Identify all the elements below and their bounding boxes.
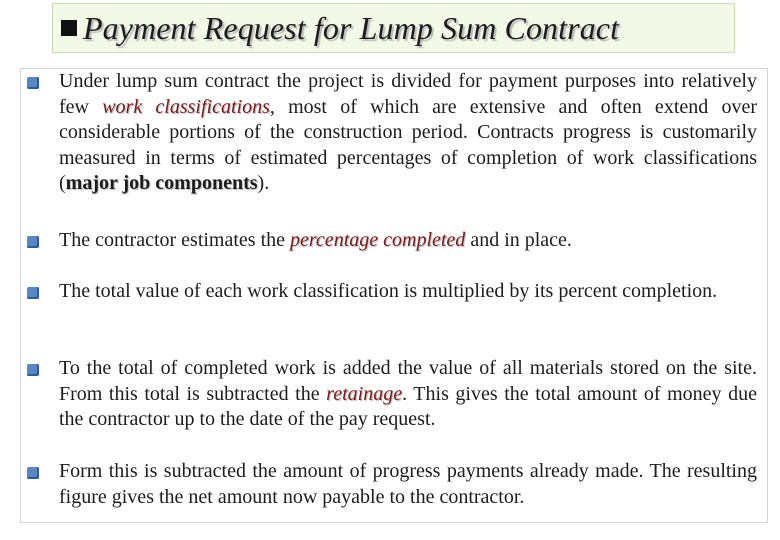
bullet-text-part: To the total of completed work is added the value of all materials stored on the site. From this total is subtracted the bbox=[59, 357, 757, 405]
checkbox-bullet-icon bbox=[27, 77, 39, 89]
bold-term: major job components bbox=[65, 172, 258, 194]
bullet-text bbox=[59, 69, 757, 197]
bullet-text-part: and in place. bbox=[465, 229, 572, 251]
bullet-text-part: The contractor estimates the bbox=[59, 229, 291, 251]
checkbox-bullet-icon bbox=[27, 287, 39, 299]
bullet-text: The total value of each work classification is multiplied by its percent completion. bbox=[59, 280, 718, 302]
square-bullet-icon bbox=[61, 20, 77, 36]
checkbox-bullet-icon bbox=[27, 467, 39, 479]
checkbox-bullet-icon bbox=[27, 236, 39, 248]
bullet-text-part: , most of which are extensive and often extend over considerable portions of the construction period. Contracts progress is customarily measured in terms of estimated percentages of completion of work classifications ( bbox=[59, 95, 757, 194]
checkbox-bullet-icon bbox=[27, 364, 39, 376]
slide-title: Payment Request for Lump Sum Contract bbox=[83, 9, 620, 46]
emphasis-term: work classifications bbox=[102, 95, 270, 118]
bullet-text-part: ). bbox=[257, 172, 270, 194]
bullet-text bbox=[59, 356, 757, 433]
slide-title-bar bbox=[52, 3, 735, 53]
emphasis-term: retainage bbox=[326, 382, 403, 405]
bullet-text: Form this is subtracted the amount of progress payments already made. The resulting figure gives the net amount now payable to the contractor. bbox=[59, 460, 757, 508]
bullet-text bbox=[59, 228, 757, 254]
emphasis-term: percentage completed bbox=[290, 229, 466, 251]
bullet-text-part: . This gives the total amount of money due the contractor up to the date of the pay request. bbox=[59, 382, 758, 430]
content-box bbox=[20, 68, 768, 523]
bullet-text-part: Under lump sum contract the project is divided for payment purposes into relatively few bbox=[59, 70, 757, 118]
